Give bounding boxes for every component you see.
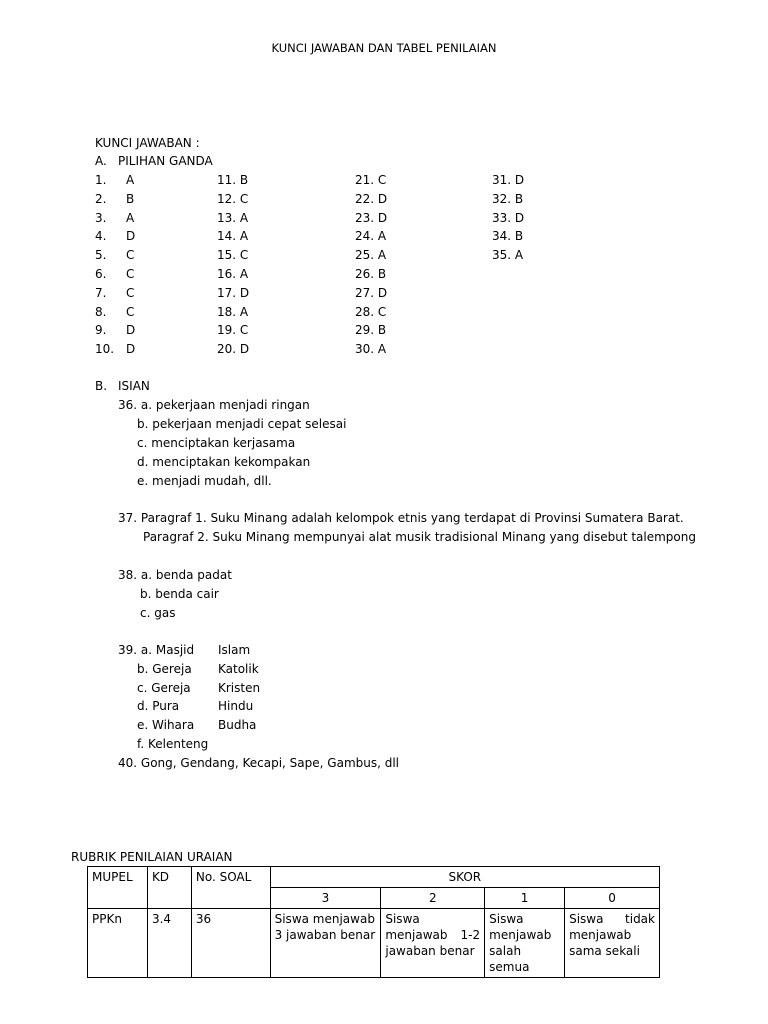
section-a-letter: A.: [95, 154, 107, 168]
cell-score-2: Siswa menjawab 1-2 jawaban benar: [381, 909, 485, 978]
q39-religion: Hindu: [218, 699, 254, 713]
answer-value: B: [126, 192, 135, 206]
score-level-3: 3: [270, 888, 381, 909]
answer-number: 8.: [95, 305, 107, 319]
page-title: KUNCI JAWABAN DAN TABEL PENILAIAN: [271, 41, 497, 55]
answer-value: D: [126, 342, 136, 356]
answer-value: 14. A: [217, 229, 249, 243]
rubric-table: [87, 866, 660, 978]
answer-value: D: [126, 323, 136, 337]
q37-line: Paragraf 2. Suku Minang mempunyai alat musik tradisional Minang yang disebut talempong: [143, 530, 696, 544]
answer-number: 7.: [95, 286, 107, 300]
answer-number: 5.: [95, 248, 107, 262]
answer-value: 20. D: [217, 342, 250, 356]
answer-value: 28. C: [355, 305, 387, 319]
answer-value: C: [126, 286, 135, 300]
answer-value: A: [126, 173, 135, 187]
score-level-1: 1: [485, 888, 565, 909]
answer-value: A: [126, 211, 135, 225]
answer-value: 11. B: [217, 173, 249, 187]
answer-number: 4.: [95, 229, 107, 243]
table-row: [88, 909, 660, 978]
q40-line: 40. Gong, Gendang, Kecapi, Sape, Gambus, dll: [118, 756, 400, 770]
q36-line: b. pekerjaan menjadi cepat selesai: [137, 417, 347, 431]
cell-no-soal: 36: [191, 909, 270, 978]
q38-line: c. gas: [140, 606, 176, 620]
section-a-label: PILIHAN GANDA: [118, 154, 213, 168]
q36-line: e. menjadi mudah, dll.: [137, 474, 272, 488]
answer-number: 2.: [95, 192, 107, 206]
answer-value: 32. B: [492, 192, 524, 206]
q39-item: e. Wihara: [137, 718, 195, 732]
answer-value: 35. A: [492, 248, 524, 262]
cell-score-1: Siswa menjawab salah semua: [485, 909, 565, 978]
q38-line: 38. a. benda padat: [118, 568, 232, 582]
answer-value: 19. C: [217, 323, 249, 337]
cell-mupel: PPKn: [88, 909, 148, 978]
q39-item: 39. a. Masjid: [118, 643, 195, 657]
answer-value: 12. C: [217, 192, 249, 206]
q39-religion: Islam: [218, 643, 251, 657]
answer-value: 34. B: [492, 229, 524, 243]
answer-value: 17. D: [217, 286, 250, 300]
q37-line: 37. Paragraf 1. Suku Minang adalah kelompok etnis yang terdapat di Provinsi Sumatera Barat.: [118, 511, 684, 525]
q39-religion: Budha: [218, 718, 257, 732]
answer-value: 25. A: [355, 248, 387, 262]
answer-number: 3.: [95, 211, 107, 225]
answer-value: 16. A: [217, 267, 249, 281]
answer-value: 18. A: [217, 305, 249, 319]
rubric-header-row: [88, 867, 660, 888]
q39-item: d. Pura: [137, 699, 180, 713]
answer-number: 10.: [95, 342, 115, 356]
answer-value: 24. A: [355, 229, 387, 243]
answer-value: 31. D: [492, 173, 525, 187]
answer-value: 21. C: [355, 173, 387, 187]
answer-value: 22. D: [355, 192, 388, 206]
header-skor: SKOR: [270, 867, 659, 888]
answer-value: 27. D: [355, 286, 388, 300]
q39-item: f. Kelenteng: [137, 737, 209, 751]
score-level-2: 2: [381, 888, 485, 909]
answer-value: 33. D: [492, 211, 525, 225]
answer-value: C: [126, 267, 135, 281]
q39-religion: Kristen: [218, 681, 261, 695]
q38-line: b. benda cair: [140, 587, 219, 601]
answer-key-heading: KUNCI JAWABAN :: [95, 136, 200, 150]
answer-number: 1.: [95, 173, 107, 187]
answer-value: 23. D: [355, 211, 388, 225]
answer-value: 26. B: [355, 267, 387, 281]
answer-number: 6.: [95, 267, 107, 281]
answer-value: 29. B: [355, 323, 387, 337]
header-kd: KD: [147, 867, 191, 909]
answer-value: 30. A: [355, 342, 387, 356]
answer-value: 15. C: [217, 248, 249, 262]
q36-line: d. menciptakan kekompakan: [137, 455, 311, 469]
answer-value: D: [126, 229, 136, 243]
cell-kd: 3.4: [147, 909, 191, 978]
q36-line: 36. a. pekerjaan menjadi ringan: [118, 398, 310, 412]
header-no-soal: No. SOAL: [191, 867, 270, 909]
q39-religion: Katolik: [218, 662, 259, 676]
cell-score-3: Siswa menjawab 3 jawaban benar: [270, 909, 381, 978]
section-b-label: ISIAN: [118, 379, 150, 393]
q39-item: b. Gereja: [137, 662, 192, 676]
answer-value: 13. A: [217, 211, 249, 225]
q39-item: c. Gereja: [137, 681, 191, 695]
header-mupel: MUPEL: [88, 867, 148, 909]
section-b-letter: B.: [95, 379, 108, 393]
score-level-0: 0: [565, 888, 660, 909]
answer-value: C: [126, 248, 135, 262]
cell-score-0: Siswa tidak menjawab sama sekali: [565, 909, 660, 978]
rubric-heading: RUBRIK PENILAIAN URAIAN: [71, 850, 233, 864]
answer-number: 9.: [95, 323, 107, 337]
answer-value: C: [126, 305, 135, 319]
q36-line: c. menciptakan kerjasama: [137, 436, 296, 450]
